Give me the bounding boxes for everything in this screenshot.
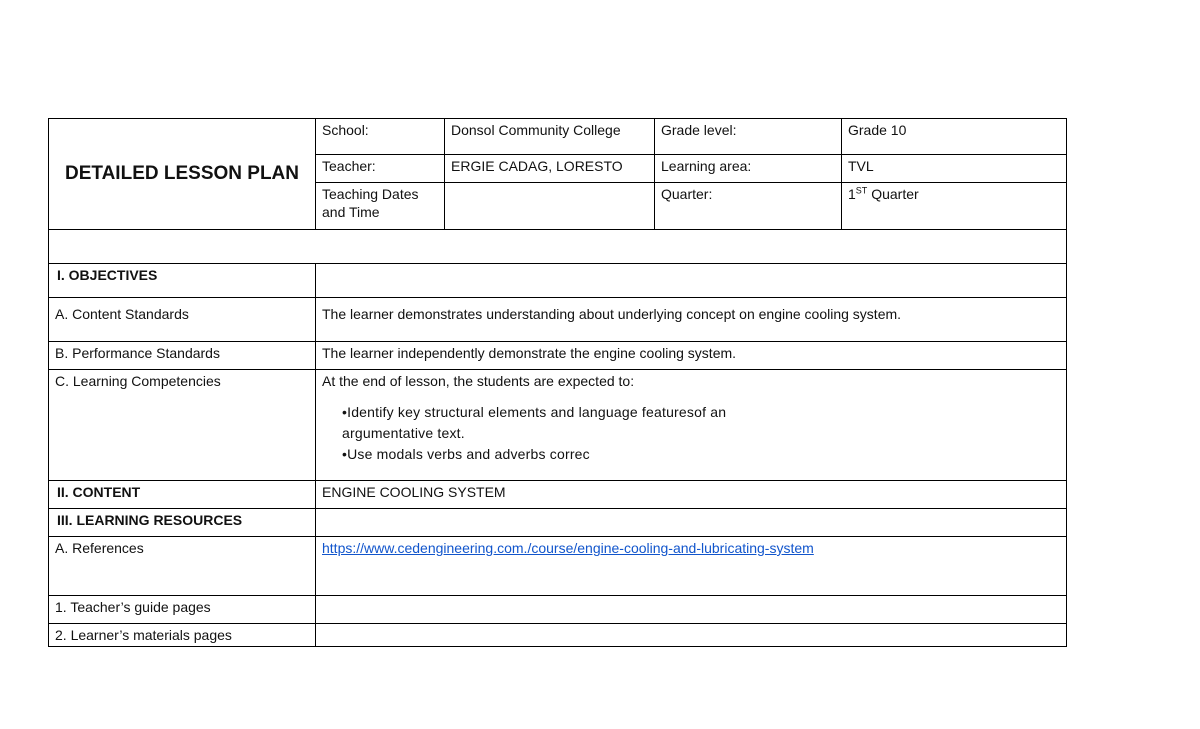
learning-resources-row	[49, 509, 1067, 537]
quarter-number: 1	[848, 186, 856, 202]
grade-level-value: Grade 10	[842, 119, 1067, 155]
objectives-row	[49, 264, 1067, 298]
teaching-dates-label-line1: Teaching Dates	[322, 186, 419, 202]
learning-competencies-label: C. Learning Competencies	[49, 370, 316, 481]
teacher-guide-value	[316, 596, 1067, 624]
learner-materials-row	[49, 624, 1067, 647]
competencies-intro: At the end of lesson, the students are expected to:	[322, 373, 635, 389]
spacer-cell	[49, 230, 1067, 264]
competency-bullet-2: •Use modals verbs and adverbs correc	[342, 446, 590, 462]
quarter-word: Quarter	[867, 186, 919, 202]
content-standards-label: A. Content Standards	[49, 298, 316, 342]
content-standards-value: The learner demonstrates understanding about underlying concept on engine cooling system.	[316, 298, 1067, 342]
school-label: School:	[316, 119, 445, 155]
learning-resources-heading: III. LEARNING RESOURCES	[49, 509, 316, 537]
performance-standards-value: The learner independently demonstrate the engine cooling system.	[316, 342, 1067, 370]
teaching-dates-value	[445, 183, 655, 230]
teacher-guide-label: 1. Teacher’s guide pages	[49, 596, 316, 624]
page-title: DETAILED LESSON PLAN	[49, 119, 316, 230]
teaching-dates-label-line2: and Time	[322, 204, 380, 220]
content-row	[49, 481, 1067, 509]
references-link[interactable]: https://www.cedengineering.com./course/engine-cooling-and-lubricating-system	[322, 540, 814, 556]
grade-level-label: Grade level:	[655, 119, 842, 155]
spacer-row	[49, 230, 1067, 264]
teacher-value: ERGIE CADAG, LORESTO	[445, 155, 655, 183]
quarter-label: Quarter:	[655, 183, 842, 230]
header-row-school	[49, 119, 1067, 155]
performance-standards-row	[49, 342, 1067, 370]
learning-area-label: Learning area:	[655, 155, 842, 183]
references-value	[316, 537, 1067, 596]
content-standards-row	[49, 298, 1067, 342]
learning-area-value: TVL	[842, 155, 1067, 183]
teacher-label: Teacher:	[316, 155, 445, 183]
learner-materials-label: 2. Learner’s materials pages	[49, 624, 316, 647]
references-row	[49, 537, 1067, 596]
teaching-dates-label	[316, 183, 445, 230]
learning-competencies-row	[49, 370, 1067, 481]
content-heading: II. CONTENT	[49, 481, 316, 509]
lesson-plan-table	[48, 118, 1067, 647]
quarter-ordinal: ST	[855, 185, 868, 196]
objectives-heading: I. OBJECTIVES	[49, 264, 316, 298]
learning-resources-value	[316, 509, 1067, 537]
teacher-guide-row	[49, 596, 1067, 624]
content-value: ENGINE COOLING SYSTEM	[316, 481, 1067, 509]
performance-standards-label: B. Performance Standards	[49, 342, 316, 370]
references-label: A. References	[49, 537, 316, 596]
competency-bullet-1-line1: •Identify key structural elements and language featuresof an	[342, 404, 727, 420]
learner-materials-value	[316, 624, 1067, 647]
learning-competencies-value	[316, 370, 1067, 481]
school-value: Donsol Community College	[445, 119, 655, 155]
objectives-value	[316, 264, 1067, 298]
quarter-value	[842, 183, 1067, 230]
competencies-bullet-list	[322, 390, 1060, 465]
competency-bullet-1-line2: argumentative text.	[342, 425, 465, 441]
